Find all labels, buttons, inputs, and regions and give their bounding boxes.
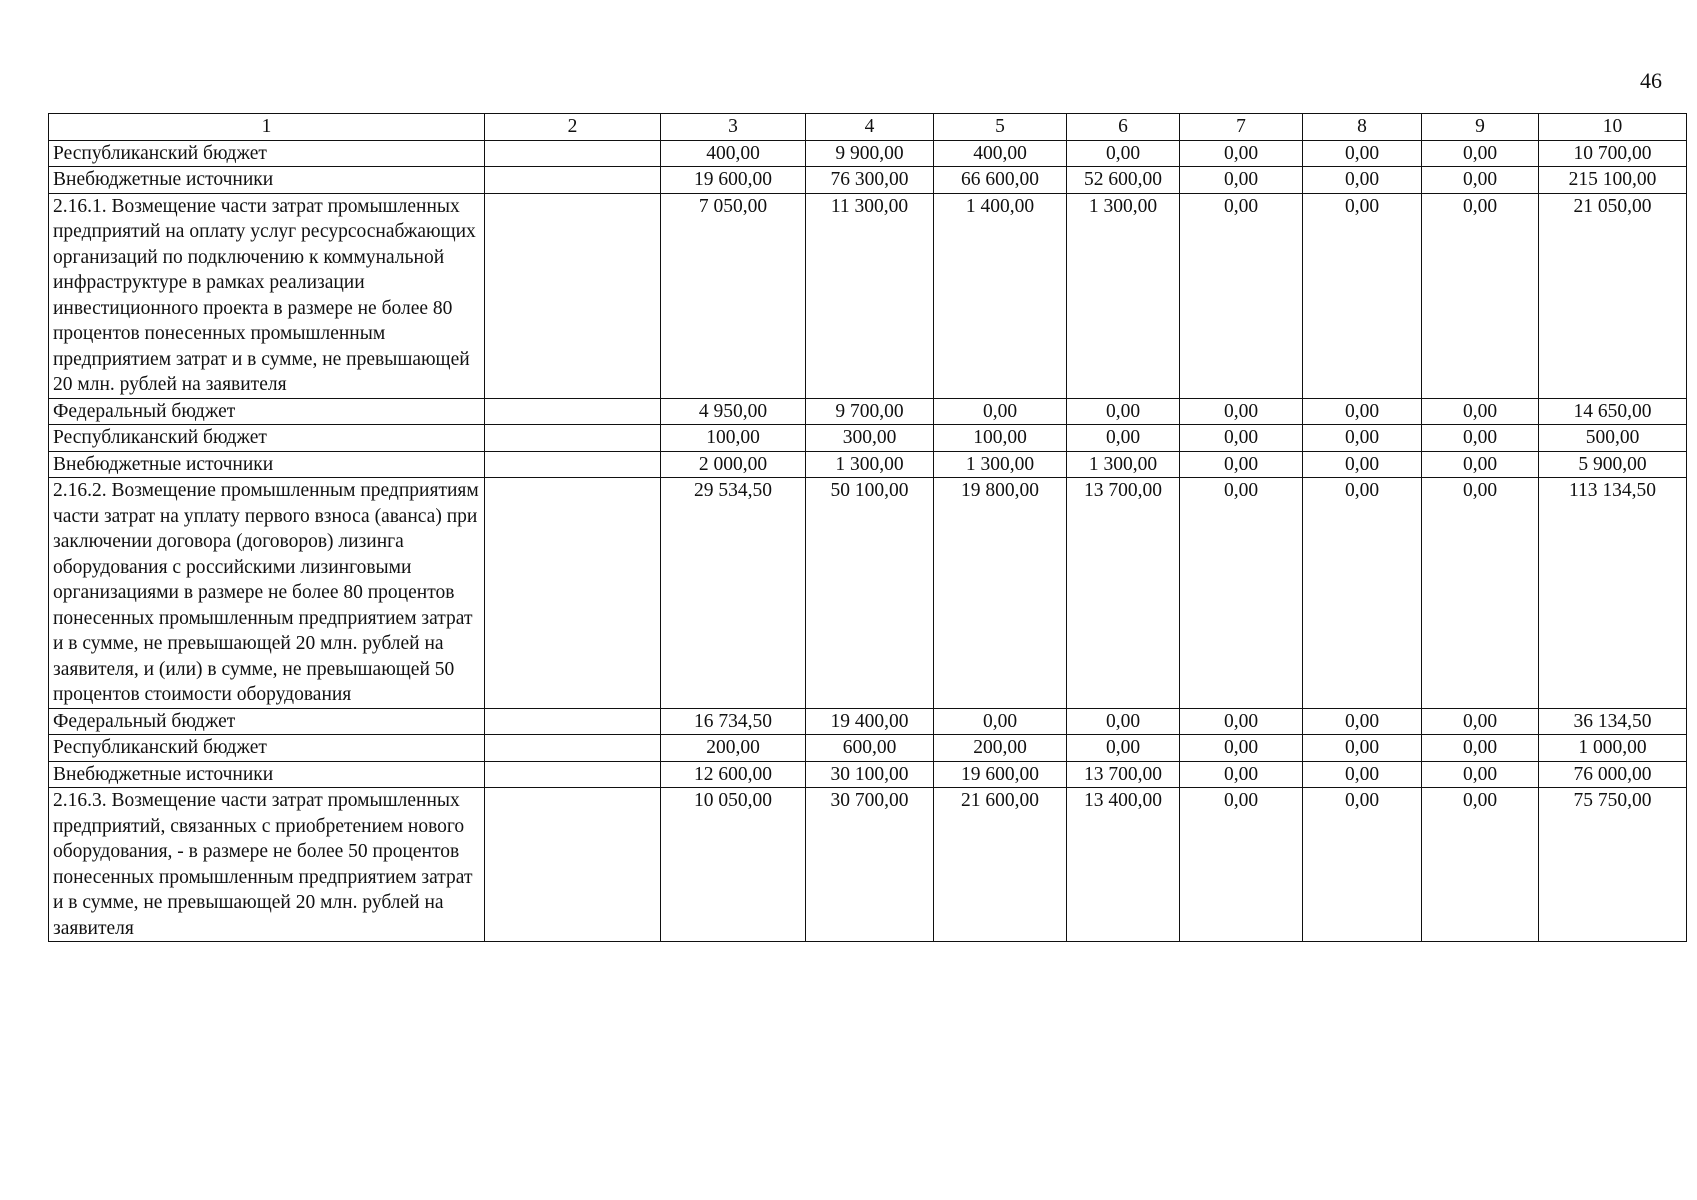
total-value-cell: 14 650,00 [1539,398,1687,425]
value-cell: 66 600,00 [934,167,1067,194]
funding-source-label: Республиканский бюджет [49,425,485,452]
value-cell: 0,00 [1180,398,1303,425]
value-cell: 13 700,00 [1067,478,1180,709]
value-cell: 0,00 [934,708,1067,735]
table-body [49,114,1687,942]
value-cell: 0,00 [1180,193,1303,398]
value-cell: 0,00 [1303,788,1422,942]
column-2-cell [485,708,661,735]
value-cell: 21 600,00 [934,788,1067,942]
value-cell: 29 534,50 [661,478,806,709]
column-2-cell [485,140,661,167]
measure-description: 2.16.1. Возмещение части затрат промышленных предприятий на оплату услуг ресурсоснабжающих организаций по подключению к коммунальной инфраструктуре в рамках реализации инвестиционного проекта в размере не более 80 процентов понесенных промышленным предприятием затрат и в сумме, не превышающей 20 млн. рублей на заявителя [49,193,485,398]
total-value-cell: 113 134,50 [1539,478,1687,709]
value-cell: 0,00 [1422,398,1539,425]
value-cell: 100,00 [661,425,806,452]
value-cell: 100,00 [934,425,1067,452]
value-cell: 0,00 [1303,167,1422,194]
funding-source-row [49,451,1687,478]
value-cell: 0,00 [1180,451,1303,478]
column-number: 5 [934,114,1067,141]
value-cell: 0,00 [1422,735,1539,762]
value-cell: 0,00 [1067,735,1180,762]
column-2-cell [485,788,661,942]
value-cell: 0,00 [1067,140,1180,167]
value-cell: 4 950,00 [661,398,806,425]
value-cell: 19 800,00 [934,478,1067,709]
funding-source-row [49,735,1687,762]
value-cell: 50 100,00 [806,478,934,709]
total-value-cell: 21 050,00 [1539,193,1687,398]
value-cell: 0,00 [1303,451,1422,478]
value-cell: 200,00 [934,735,1067,762]
measure-row [49,193,1687,398]
column-number: 10 [1539,114,1687,141]
column-number: 2 [485,114,661,141]
funding-source-row [49,140,1687,167]
value-cell: 0,00 [1422,193,1539,398]
column-number: 7 [1180,114,1303,141]
value-cell: 0,00 [1180,425,1303,452]
value-cell: 0,00 [1422,140,1539,167]
column-2-cell [485,478,661,709]
funding-source-row [49,708,1687,735]
total-value-cell: 5 900,00 [1539,451,1687,478]
total-value-cell: 76 000,00 [1539,761,1687,788]
column-number: 9 [1422,114,1539,141]
value-cell: 400,00 [934,140,1067,167]
funding-source-row [49,761,1687,788]
value-cell: 0,00 [1422,788,1539,942]
column-number: 8 [1303,114,1422,141]
total-value-cell: 215 100,00 [1539,167,1687,194]
value-cell: 0,00 [1067,708,1180,735]
value-cell: 0,00 [1303,140,1422,167]
value-cell: 1 300,00 [934,451,1067,478]
measure-row [49,788,1687,942]
column-2-cell [485,761,661,788]
measure-description: 2.16.2. Возмещение промышленным предприятиям части затрат на уплату первого взноса (аванса) при заключении договора (договоров) лизинга оборудования с российскими лизинговыми организациями в размере не более 80 процентов понесенных промышленным предприятием затрат и в сумме, не превышающей 20 млн. рублей на заявителя, и (или) в сумме, не превышающей 50 процентов стоимости оборудования [49,478,485,709]
funding-source-label: Республиканский бюджет [49,735,485,762]
total-value-cell: 36 134,50 [1539,708,1687,735]
value-cell: 0,00 [1303,193,1422,398]
column-2-cell [485,451,661,478]
total-value-cell: 1 000,00 [1539,735,1687,762]
value-cell: 0,00 [1422,478,1539,709]
value-cell: 0,00 [1303,761,1422,788]
funding-source-label: Внебюджетные источники [49,451,485,478]
column-number-row [49,114,1687,141]
total-value-cell: 75 750,00 [1539,788,1687,942]
value-cell: 400,00 [661,140,806,167]
column-2-cell [485,398,661,425]
value-cell: 19 600,00 [661,167,806,194]
value-cell: 19 400,00 [806,708,934,735]
column-2-cell [485,425,661,452]
value-cell: 12 600,00 [661,761,806,788]
value-cell: 9 700,00 [806,398,934,425]
funding-source-label: Республиканский бюджет [49,140,485,167]
value-cell: 0,00 [1180,167,1303,194]
value-cell: 13 700,00 [1067,761,1180,788]
value-cell: 0,00 [1180,708,1303,735]
value-cell: 19 600,00 [934,761,1067,788]
funding-source-label: Федеральный бюджет [49,398,485,425]
page-number: 46 [1640,68,1662,93]
value-cell: 0,00 [1422,425,1539,452]
column-2-cell [485,735,661,762]
value-cell: 52 600,00 [1067,167,1180,194]
value-cell: 30 100,00 [806,761,934,788]
value-cell: 13 400,00 [1067,788,1180,942]
value-cell: 0,00 [1422,708,1539,735]
value-cell: 2 000,00 [661,451,806,478]
value-cell: 0,00 [1303,735,1422,762]
value-cell: 0,00 [1303,708,1422,735]
column-number: 3 [661,114,806,141]
funding-source-label: Внебюджетные источники [49,167,485,194]
value-cell: 0,00 [1180,761,1303,788]
column-number: 6 [1067,114,1180,141]
funding-source-row [49,398,1687,425]
value-cell: 10 050,00 [661,788,806,942]
value-cell: 600,00 [806,735,934,762]
value-cell: 1 300,00 [1067,193,1180,398]
funding-source-label: Федеральный бюджет [49,708,485,735]
value-cell: 0,00 [1303,425,1422,452]
value-cell: 0,00 [1303,478,1422,709]
value-cell: 1 400,00 [934,193,1067,398]
value-cell: 0,00 [1422,451,1539,478]
value-cell: 9 900,00 [806,140,934,167]
value-cell: 1 300,00 [806,451,934,478]
total-value-cell: 10 700,00 [1539,140,1687,167]
budget-table [48,113,1687,942]
column-2-cell [485,167,661,194]
value-cell: 30 700,00 [806,788,934,942]
measure-row [49,478,1687,709]
value-cell: 7 050,00 [661,193,806,398]
value-cell: 0,00 [1422,167,1539,194]
value-cell: 0,00 [1180,140,1303,167]
value-cell: 0,00 [1067,425,1180,452]
total-value-cell: 500,00 [1539,425,1687,452]
value-cell: 0,00 [1180,735,1303,762]
value-cell: 0,00 [1303,398,1422,425]
funding-source-row [49,425,1687,452]
value-cell: 1 300,00 [1067,451,1180,478]
funding-source-label: Внебюджетные источники [49,761,485,788]
value-cell: 0,00 [1180,788,1303,942]
column-2-cell [485,193,661,398]
value-cell: 0,00 [1180,478,1303,709]
value-cell: 0,00 [1067,398,1180,425]
value-cell: 200,00 [661,735,806,762]
value-cell: 0,00 [934,398,1067,425]
funding-source-row [49,167,1687,194]
value-cell: 11 300,00 [806,193,934,398]
column-number: 4 [806,114,934,141]
value-cell: 300,00 [806,425,934,452]
measure-description: 2.16.3. Возмещение части затрат промышленных предприятий, связанных с приобретением нового оборудования, - в размере не более 50 процентов понесенных промышленным предприятием затрат и в сумме, не превышающей 20 млн. рублей на заявителя [49,788,485,942]
value-cell: 0,00 [1422,761,1539,788]
value-cell: 76 300,00 [806,167,934,194]
column-number: 1 [49,114,485,141]
value-cell: 16 734,50 [661,708,806,735]
